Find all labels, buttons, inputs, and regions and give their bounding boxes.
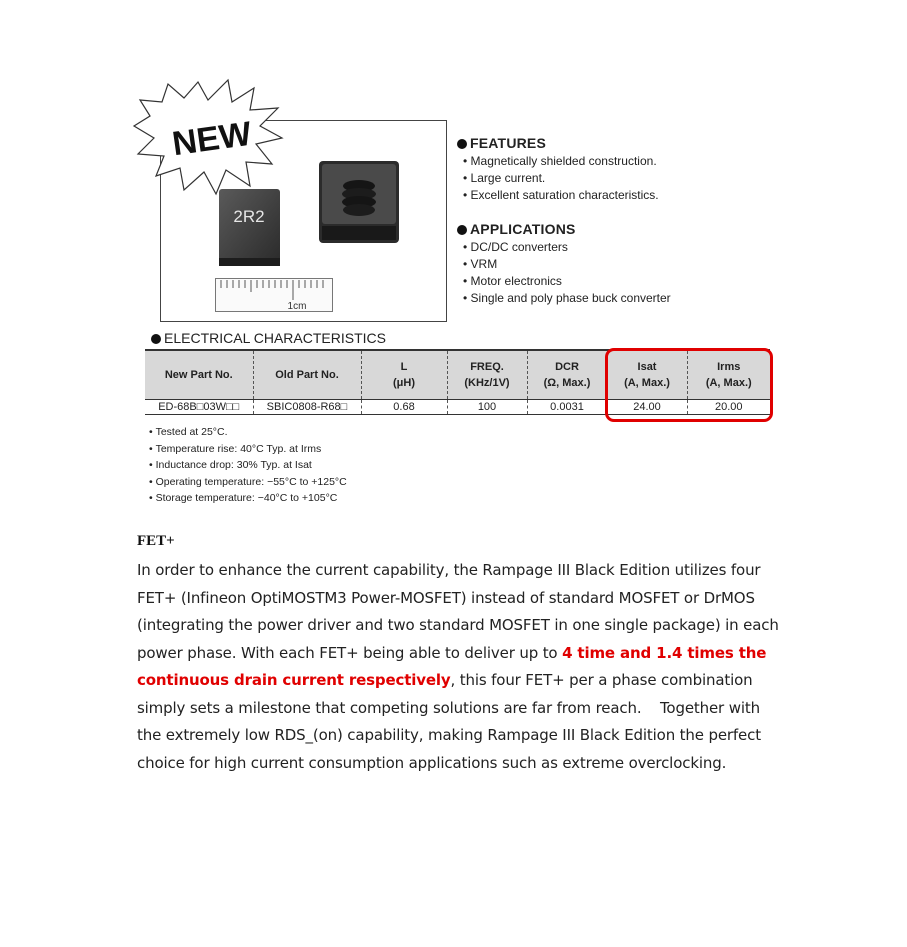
list-item: • Inductance drop: 30% Typ. at Isat	[149, 457, 347, 474]
cell-dcr: 0.0031	[527, 400, 607, 415]
cell-irms: 20.00	[687, 400, 770, 415]
list-item: • DC/DC converters	[463, 239, 877, 256]
list-item: • Large current.	[463, 170, 877, 187]
bullet-dot-icon	[457, 225, 467, 235]
cell-isat: 24.00	[607, 400, 687, 415]
header-dcr: DCR (Ω, Max.)	[527, 350, 607, 400]
bullet-dot-icon	[151, 334, 161, 344]
list-item: • Operating temperature: −55°C to +125°C	[149, 474, 347, 491]
fet-paragraph	[137, 557, 782, 777]
features-list	[463, 153, 877, 204]
features-section	[457, 133, 877, 204]
isat-irms-highlight-box	[605, 348, 773, 422]
features-title: FEATURES	[457, 133, 877, 153]
list-item: • VRM	[463, 256, 877, 273]
bullet-dot-icon	[457, 139, 467, 149]
list-item: • Temperature rise: 40°C Typ. at Irms	[149, 441, 347, 458]
header-new-part-no: New Part No.	[145, 350, 253, 400]
fet-text-after: , this four FET+ per a phase combination simply sets a milestone that competing solutions are far from reach. Together with the extremely low RDS_(on) capability, making Rampage III Black Edition the perfect choice for high current consumption applications such as extreme overclocking.	[137, 671, 761, 772]
cell-new-part-no: ED-68B□03W□□	[145, 400, 253, 415]
header-isat: Isat (A, Max.)	[607, 350, 687, 400]
cell-old-part-no: SBIC0808-R68□	[253, 400, 361, 415]
cell-frequency: 100	[447, 400, 527, 415]
list-item: • Storage temperature: −40°C to +105°C	[149, 490, 347, 507]
ruler-label: 1cm	[287, 301, 307, 312]
list-item: • Tested at 25°C.	[149, 424, 347, 441]
header-frequency: FREQ. (KHz/1V)	[447, 350, 527, 400]
chip-marking: 2R2	[233, 207, 265, 226]
fet-text-before: In order to enhance the current capability, the Rampage III Black Edition utilizes four FET+ (Infineon OptiMOSTM3 Power-MOSFET) instead of standard MOSFET or DrMOS (integrating the power driver and two standard MOSFET in one single package) in each power phase. With each FET+ being able to deliver up to	[137, 561, 779, 662]
electrical-characteristics-title: ELECTRICAL CHARACTERISTICS	[151, 329, 386, 347]
inductor-chip-top-view	[218, 188, 281, 267]
list-item: • Motor electronics	[463, 273, 877, 290]
fet-text-emphasis: 4 time and 1.4 times the continuous drain current respectively	[137, 643, 767, 689]
applications-list	[463, 239, 877, 307]
new-starburst-badge	[132, 78, 284, 196]
inductor-chip-side-view	[318, 160, 400, 244]
list-item: • Excellent saturation characteristics.	[463, 187, 877, 204]
cell-inductance: 0.68	[361, 400, 447, 415]
scale-ruler	[215, 278, 333, 312]
fet-heading: FET+	[137, 533, 175, 549]
applications-title: APPLICATIONS	[457, 219, 877, 239]
list-item: • Magnetically shielded construction.	[463, 153, 877, 170]
test-conditions-notes	[149, 424, 347, 507]
list-item: • Single and poly phase buck converter	[463, 290, 877, 307]
header-inductance: L (μH)	[361, 350, 447, 400]
header-irms: Irms (A, Max.)	[687, 350, 770, 400]
header-old-part-no: Old Part No.	[253, 350, 361, 400]
applications-section	[457, 219, 877, 307]
new-badge-text: NEW	[169, 114, 254, 164]
